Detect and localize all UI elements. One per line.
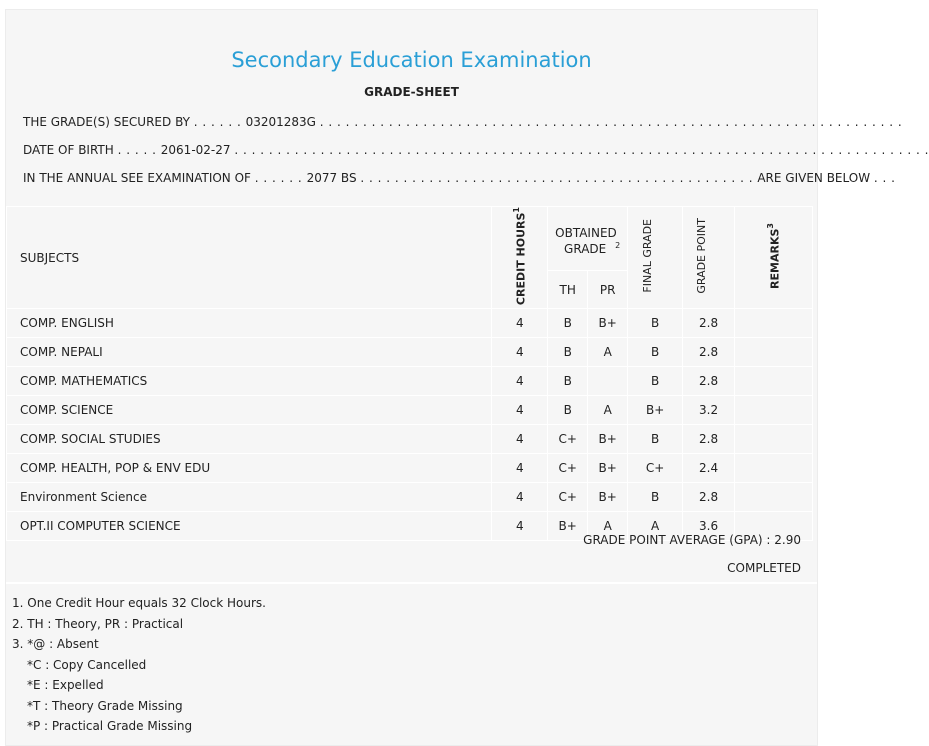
remarks-header: REMARKS$^3$: [735, 207, 813, 309]
final-grade-cell: B: [628, 483, 683, 512]
pr-grade-cell: B+: [588, 454, 628, 483]
grade-point-cell: 2.4: [683, 454, 735, 483]
dob-line: [23, 143, 929, 157]
dots: . . . . . . . . . . . . . . . . . . . . . . . . . . . . . . . . . . . . . . . . . . . . . . . . . . . . . . . . . . . . . . . . . . . .: [319, 115, 903, 129]
exam-year: 2077 BS: [306, 171, 357, 185]
symbol-number: 03201283G: [245, 115, 316, 129]
subject-cell: COMP. SOCIAL STUDIES: [7, 425, 492, 454]
obtained-grade-header: OBTAINED GRADE $^2$: [548, 207, 628, 271]
th-grade-cell: B: [548, 367, 588, 396]
grade-point-cell: 3.6: [683, 512, 735, 541]
dob-label: DATE OF BIRTH: [23, 143, 114, 157]
grade-rows: [7, 309, 813, 541]
exam-label: IN THE ANNUAL SEE EXAMINATION OF: [23, 171, 251, 185]
pr-grade-cell: B+: [588, 425, 628, 454]
exam-line: [23, 171, 895, 185]
pr-header: PR: [588, 271, 628, 309]
credit-cell: 4: [492, 367, 548, 396]
pr-grade-cell: [588, 367, 628, 396]
dots: . . . . . .: [193, 115, 246, 129]
note-item: *E : Expelled: [27, 678, 104, 692]
credit-cell: 4: [492, 454, 548, 483]
grade-point-cell: 2.8: [683, 483, 735, 512]
dots: . . . . . . . . . . . . . . . . . . . . . . . . . . . . . . . . . . . . . . . . . . . . . .: [360, 171, 758, 185]
th-grade-cell: B: [548, 309, 588, 338]
subject-cell: COMP. SCIENCE: [7, 396, 492, 425]
page-title: Secondary Education Examination: [231, 48, 592, 72]
grade-point-cell: 2.8: [683, 425, 735, 454]
th-header: TH: [548, 271, 588, 309]
subject-cell: COMP. MATHEMATICS: [7, 367, 492, 396]
remarks-cell: [735, 454, 813, 483]
notes: [12, 593, 266, 737]
dots: . . .: [873, 171, 896, 185]
table-row: [7, 425, 813, 454]
remarks-cell: [735, 483, 813, 512]
pr-grade-cell: A: [588, 512, 628, 541]
subject-cell: COMP. NEPALI: [7, 338, 492, 367]
note-item: *T : Theory Grade Missing: [27, 698, 183, 713]
note-item: *C : Copy Cancelled: [27, 657, 147, 672]
subject-cell: COMP. ENGLISH: [7, 309, 492, 338]
grade-sheet: [5, 9, 929, 746]
credit-cell: 4: [492, 309, 548, 338]
note-item: 3. *@ : Absent: [12, 637, 99, 651]
credit-cell: 4: [492, 396, 548, 425]
dots: . . . . . .: [254, 171, 307, 185]
th-grade-cell: C+: [548, 425, 588, 454]
final-grade-cell: A: [628, 512, 683, 541]
secured-by-line: [23, 115, 902, 129]
pr-grade-cell: B+: [588, 483, 628, 512]
credit-cell: 4: [492, 483, 548, 512]
secured-by-label: THE GRADE(S) SECURED BY: [23, 115, 190, 129]
final-grade-cell: B+: [628, 396, 683, 425]
remarks-cell: [735, 338, 813, 367]
th-grade-cell: B: [548, 396, 588, 425]
grade-point-cell: 2.8: [683, 338, 735, 367]
table-row: [7, 483, 813, 512]
th-grade-cell: B: [548, 338, 588, 367]
grades-table: [6, 206, 813, 541]
grade-point-cell: 2.8: [683, 309, 735, 338]
pr-grade-cell: A: [588, 338, 628, 367]
th-grade-cell: C+: [548, 454, 588, 483]
th-grade-cell: C+: [548, 483, 588, 512]
grade-point-header: GRADE POINT: [683, 207, 735, 309]
page-subtitle: GRADE-SHEET: [364, 85, 459, 99]
remarks-cell: [735, 367, 813, 396]
dob-value: 2061-02-27: [160, 143, 231, 157]
gpa-line: [583, 533, 801, 547]
table-row: [7, 338, 813, 367]
credit-cell: 4: [492, 338, 548, 367]
final-grade-cell: C+: [628, 454, 683, 483]
grade-point-cell: 2.8: [683, 367, 735, 396]
gpa-value: 2.90: [774, 533, 801, 547]
remarks-cell: [735, 309, 813, 338]
divider: [6, 582, 817, 584]
final-grade-header: FINAL GRADE: [628, 207, 683, 309]
table-row: [7, 309, 813, 338]
credit-cell: 4: [492, 512, 548, 541]
note-item: *P : Practical Grade Missing: [27, 719, 193, 733]
remarks-cell: [735, 425, 813, 454]
table-row: [7, 396, 813, 425]
final-grade-cell: B: [628, 338, 683, 367]
gpa-label: GRADE POINT AVERAGE (GPA) :: [583, 533, 771, 547]
pr-grade-cell: A: [588, 396, 628, 425]
subject-cell: OPT.II COMPUTER SCIENCE: [7, 512, 492, 541]
subject-cell: Environment Science: [7, 483, 492, 512]
credit-hours-header: CREDIT HOURS$^1$: [492, 207, 548, 309]
result-status: COMPLETED: [727, 561, 801, 575]
dots: . . . . . . . . . . . . . . . . . . . . . . . . . . . . . . . . . . . . . . . . . . . . . . . . . . . . . . . . . . . . . . . . . . . . . . . . . . . . . . . . .: [234, 143, 929, 157]
note-item: 2. TH : Theory, PR : Practical: [12, 616, 184, 631]
th-grade-cell: B+: [548, 512, 588, 541]
exam-suffix: ARE GIVEN BELOW: [757, 171, 871, 185]
grade-point-cell: 3.2: [683, 396, 735, 425]
final-grade-cell: B: [628, 367, 683, 396]
table-header-row: [7, 207, 813, 271]
subjects-header: SUBJECTS: [7, 207, 492, 309]
final-grade-cell: B: [628, 309, 683, 338]
table-row: [7, 454, 813, 483]
table-row: [7, 367, 813, 396]
subject-cell: COMP. HEALTH, POP & ENV EDU: [7, 454, 492, 483]
pr-grade-cell: B+: [588, 309, 628, 338]
dots: . . . . .: [117, 143, 161, 157]
credit-cell: 4: [492, 425, 548, 454]
remarks-cell: [735, 396, 813, 425]
final-grade-cell: B: [628, 425, 683, 454]
note-item: 1. One Credit Hour equals 32 Clock Hours.: [12, 596, 266, 610]
